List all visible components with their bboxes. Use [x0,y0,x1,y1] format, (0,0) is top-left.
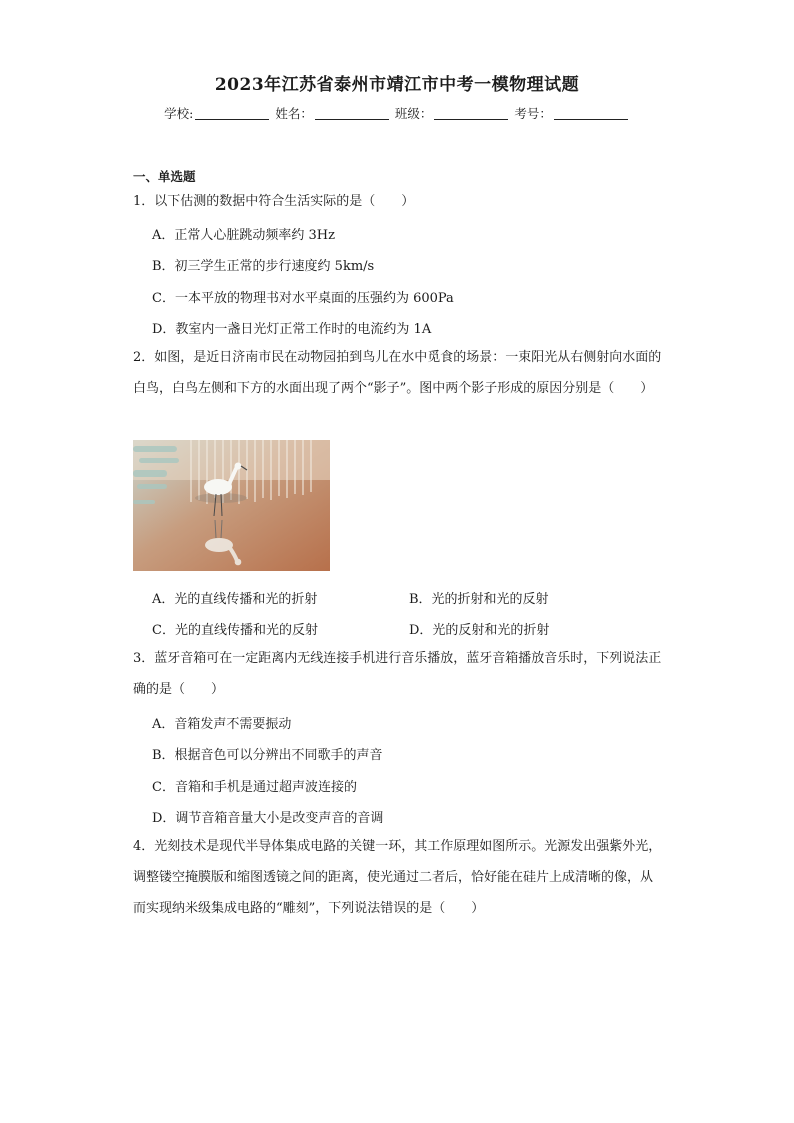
class-blank [434,119,508,120]
question-3-stem: 3．蓝牙音箱可在一定距离内无线连接手机进行音乐播放，蓝牙音箱播放音乐时，下列说法正确的是（ ） [133,651,662,697]
question-2-option-b: B．光的折射和光的反射 [409,592,549,607]
exam-title: 2023年江苏省泰州市靖江市中考一模物理试题 [214,75,580,95]
question-1-option-a: A．正常人心脏跳动频率约 3Hz [152,228,335,243]
egret-photo [133,440,330,571]
school-label: 学校: [164,106,194,121]
class-label: 班级： [394,106,433,121]
question-3-option-b: B．根据音色可以分辨出不同歌手的声音 [152,748,383,763]
question-1-option-d: D．教室内一盏日光灯正常工作时的电流约为 1A [152,322,432,337]
exam-number-blank [554,119,628,120]
question-3-option-d: D．调节音箱音量大小是改变声音的音调 [152,811,384,826]
student-info-line [0,104,794,122]
question-3-option-c: C．音箱和手机是通过超声波连接的 [152,780,357,795]
name-blank [315,119,389,120]
question-2-option-d: D．光的反射和光的折射 [409,623,550,638]
school-blank [195,119,269,120]
question-2-option-a: A．光的直线传播和光的折射 [152,592,318,607]
question-1-stem: 1．以下估测的数据中符合生活实际的是（ ） [133,194,415,209]
question-3-option-a: A．音箱发声不需要振动 [152,717,292,732]
question-1-option-b: B．初三学生正常的步行速度约 5km/s [152,259,375,274]
section-heading: 一、单选题 [133,169,196,184]
question-2-stem: 2．如图，是近日济南市民在动物园拍到鸟儿在水中觅食的场景：一束阳光从右侧射向水面的白鸟，白鸟左侧和下方的水面出现了两个“影子”。图中两个影子形成的原因分别是（ ） [133,350,662,396]
question-2-option-c: C．光的直线传播和光的反射 [152,623,318,638]
question-1-option-c: C．一本平放的物理书对水平桌面的压强约为 600Pa [152,291,454,306]
exam-number-label: 考号： [514,106,552,121]
question-4-stem: 4．光刻技术是现代半导体集成电路的关键一环，其工作原理如图所示。光源发出强紫外光，调整镂空掩膜版和缩图透镜之间的距离，使光通过二者后，恰好能在硅片上成清晰的像，从而实现纳米级集成电路的“雕刻”，下列说法错误的是（ ） [133,839,662,916]
name-label: 姓名： [275,106,313,121]
